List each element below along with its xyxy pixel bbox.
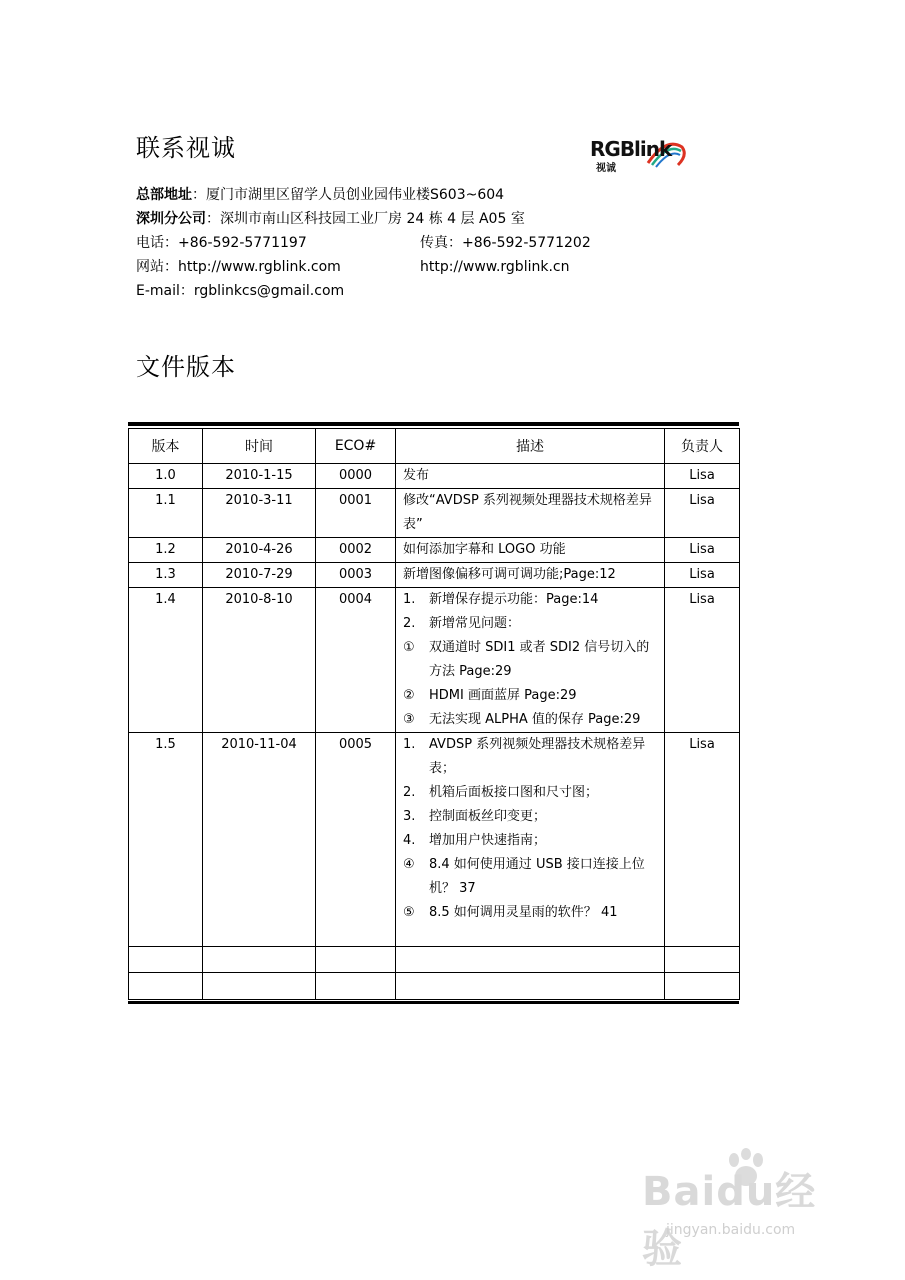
desc-item: ② HDMI 画面蓝屏 Page:29 xyxy=(403,688,577,703)
cell-desc xyxy=(396,588,665,733)
desc-item: 2. 新增常见问题： xyxy=(403,616,521,631)
empty-row xyxy=(129,973,740,1000)
cell-desc: 新增图像偏移可调可调功能;Page:12 xyxy=(396,563,665,588)
desc-item: 4. 增加用户快速指南； xyxy=(403,833,547,848)
cell-eco: 0004 xyxy=(316,588,396,733)
cell-desc: 修改“AVDSP 系列视频处理器技术规格差异表” xyxy=(396,489,665,538)
cell-eco: 0001 xyxy=(316,489,396,538)
cell-owner: Lisa xyxy=(665,489,740,538)
desc-item: 2. 机箱后面板接口图和尺寸图； xyxy=(403,785,599,800)
table-row xyxy=(129,563,740,588)
desc-item: ③ 无法实现 ALPHA 值的保存 Page:29 xyxy=(403,712,641,727)
cell-version: 1.4 xyxy=(129,588,203,733)
cell-date: 2010-8-10 xyxy=(203,588,316,733)
cell-date: 2010-3-11 xyxy=(203,489,316,538)
baidu-watermark xyxy=(642,1148,847,1272)
rgblink-logo xyxy=(588,133,688,175)
hq-value: ：厦门市湖里区留学人员创业园伟业楼S603~604 xyxy=(192,187,505,203)
table-row xyxy=(129,538,740,563)
contact-block xyxy=(136,183,776,303)
cell-version: 1.2 xyxy=(129,538,203,563)
cell-version: 1.1 xyxy=(129,489,203,538)
version-heading: 文件版本 xyxy=(136,353,236,381)
header-date: 时间 xyxy=(203,429,316,464)
cell-owner: Lisa xyxy=(665,733,740,947)
desc-item: ④ 8.4 如何使用通过 USB 接口连接上位机？ 37 xyxy=(403,857,645,896)
cell-eco: 0002 xyxy=(316,538,396,563)
website[interactable]: 网站：http://www.rgblink.com xyxy=(136,259,341,275)
table-top-rule xyxy=(128,422,739,426)
sz-label: 深圳分公司 xyxy=(136,211,206,227)
hq-label: 总部地址 xyxy=(136,187,192,203)
cell-version: 1.3 xyxy=(129,563,203,588)
version-table xyxy=(128,422,739,1004)
sz-line xyxy=(136,207,776,231)
watermark-url: jingyan.baidu.com xyxy=(666,1222,796,1238)
desc-item: 1. 新增保存提示功能：Page:14 xyxy=(403,592,599,607)
email[interactable]: E-mail：rgblinkcs@gmail.com xyxy=(136,283,345,299)
header-eco: ECO# xyxy=(316,429,396,464)
table-row xyxy=(129,588,740,733)
sz-value: ：深圳市南山区科技园工业厂房 24 栋 4 层 A05 室 xyxy=(206,211,525,227)
cell-version: 1.0 xyxy=(129,464,203,489)
table-bottom-rule xyxy=(128,1001,739,1004)
table-header-row xyxy=(129,429,740,464)
cell-date: 2010-4-26 xyxy=(203,538,316,563)
cell-owner: Lisa xyxy=(665,464,740,489)
fax: 传真：+86-592-5771202 xyxy=(420,235,591,251)
hq-line xyxy=(136,183,776,207)
empty-row xyxy=(129,947,740,973)
cell-date: 2010-7-29 xyxy=(203,563,316,588)
desc-item: 3. 控制面板丝印变更； xyxy=(403,809,547,824)
header-desc: 描述 xyxy=(396,429,665,464)
tel: 电话：+86-592-5771197 xyxy=(136,235,307,251)
cell-desc: 如何添加字幕和 LOGO 功能 xyxy=(396,538,665,563)
desc-item: ⑤ 8.5 如何调用灵星雨的软件？ 41 xyxy=(403,905,618,920)
logo-brand: RGBlink xyxy=(590,137,672,161)
cell-version: 1.5 xyxy=(129,733,203,947)
watermark-brand: Baidu经验 xyxy=(642,1169,817,1272)
cell-date: 2010-1-15 xyxy=(203,464,316,489)
cell-eco: 0000 xyxy=(316,464,396,489)
contact-heading: 联系视诚 xyxy=(136,134,236,162)
table-row xyxy=(129,489,740,538)
desc-item: 1. AVDSP 系列视频处理器技术规格差异表； xyxy=(403,737,646,776)
cell-owner: Lisa xyxy=(665,538,740,563)
header-version: 版本 xyxy=(129,429,203,464)
cell-eco: 0005 xyxy=(316,733,396,947)
cell-owner: Lisa xyxy=(665,563,740,588)
cell-desc xyxy=(396,733,665,947)
cell-date: 2010-11-04 xyxy=(203,733,316,947)
table-row xyxy=(129,733,740,947)
header-owner: 负责人 xyxy=(665,429,740,464)
website-cn[interactable]: http://www.rgblink.cn xyxy=(420,259,570,275)
web-line xyxy=(136,255,776,279)
cell-owner: Lisa xyxy=(665,588,740,733)
cell-eco: 0003 xyxy=(316,563,396,588)
logo-sub: 视诚 xyxy=(596,163,616,174)
cell-desc: 发布 xyxy=(396,464,665,489)
desc-item: ① 双通道时 SDI1 或者 SDI2 信号切入的方法 Page:29 xyxy=(403,640,650,679)
phone-line xyxy=(136,231,776,255)
table-row xyxy=(129,464,740,489)
